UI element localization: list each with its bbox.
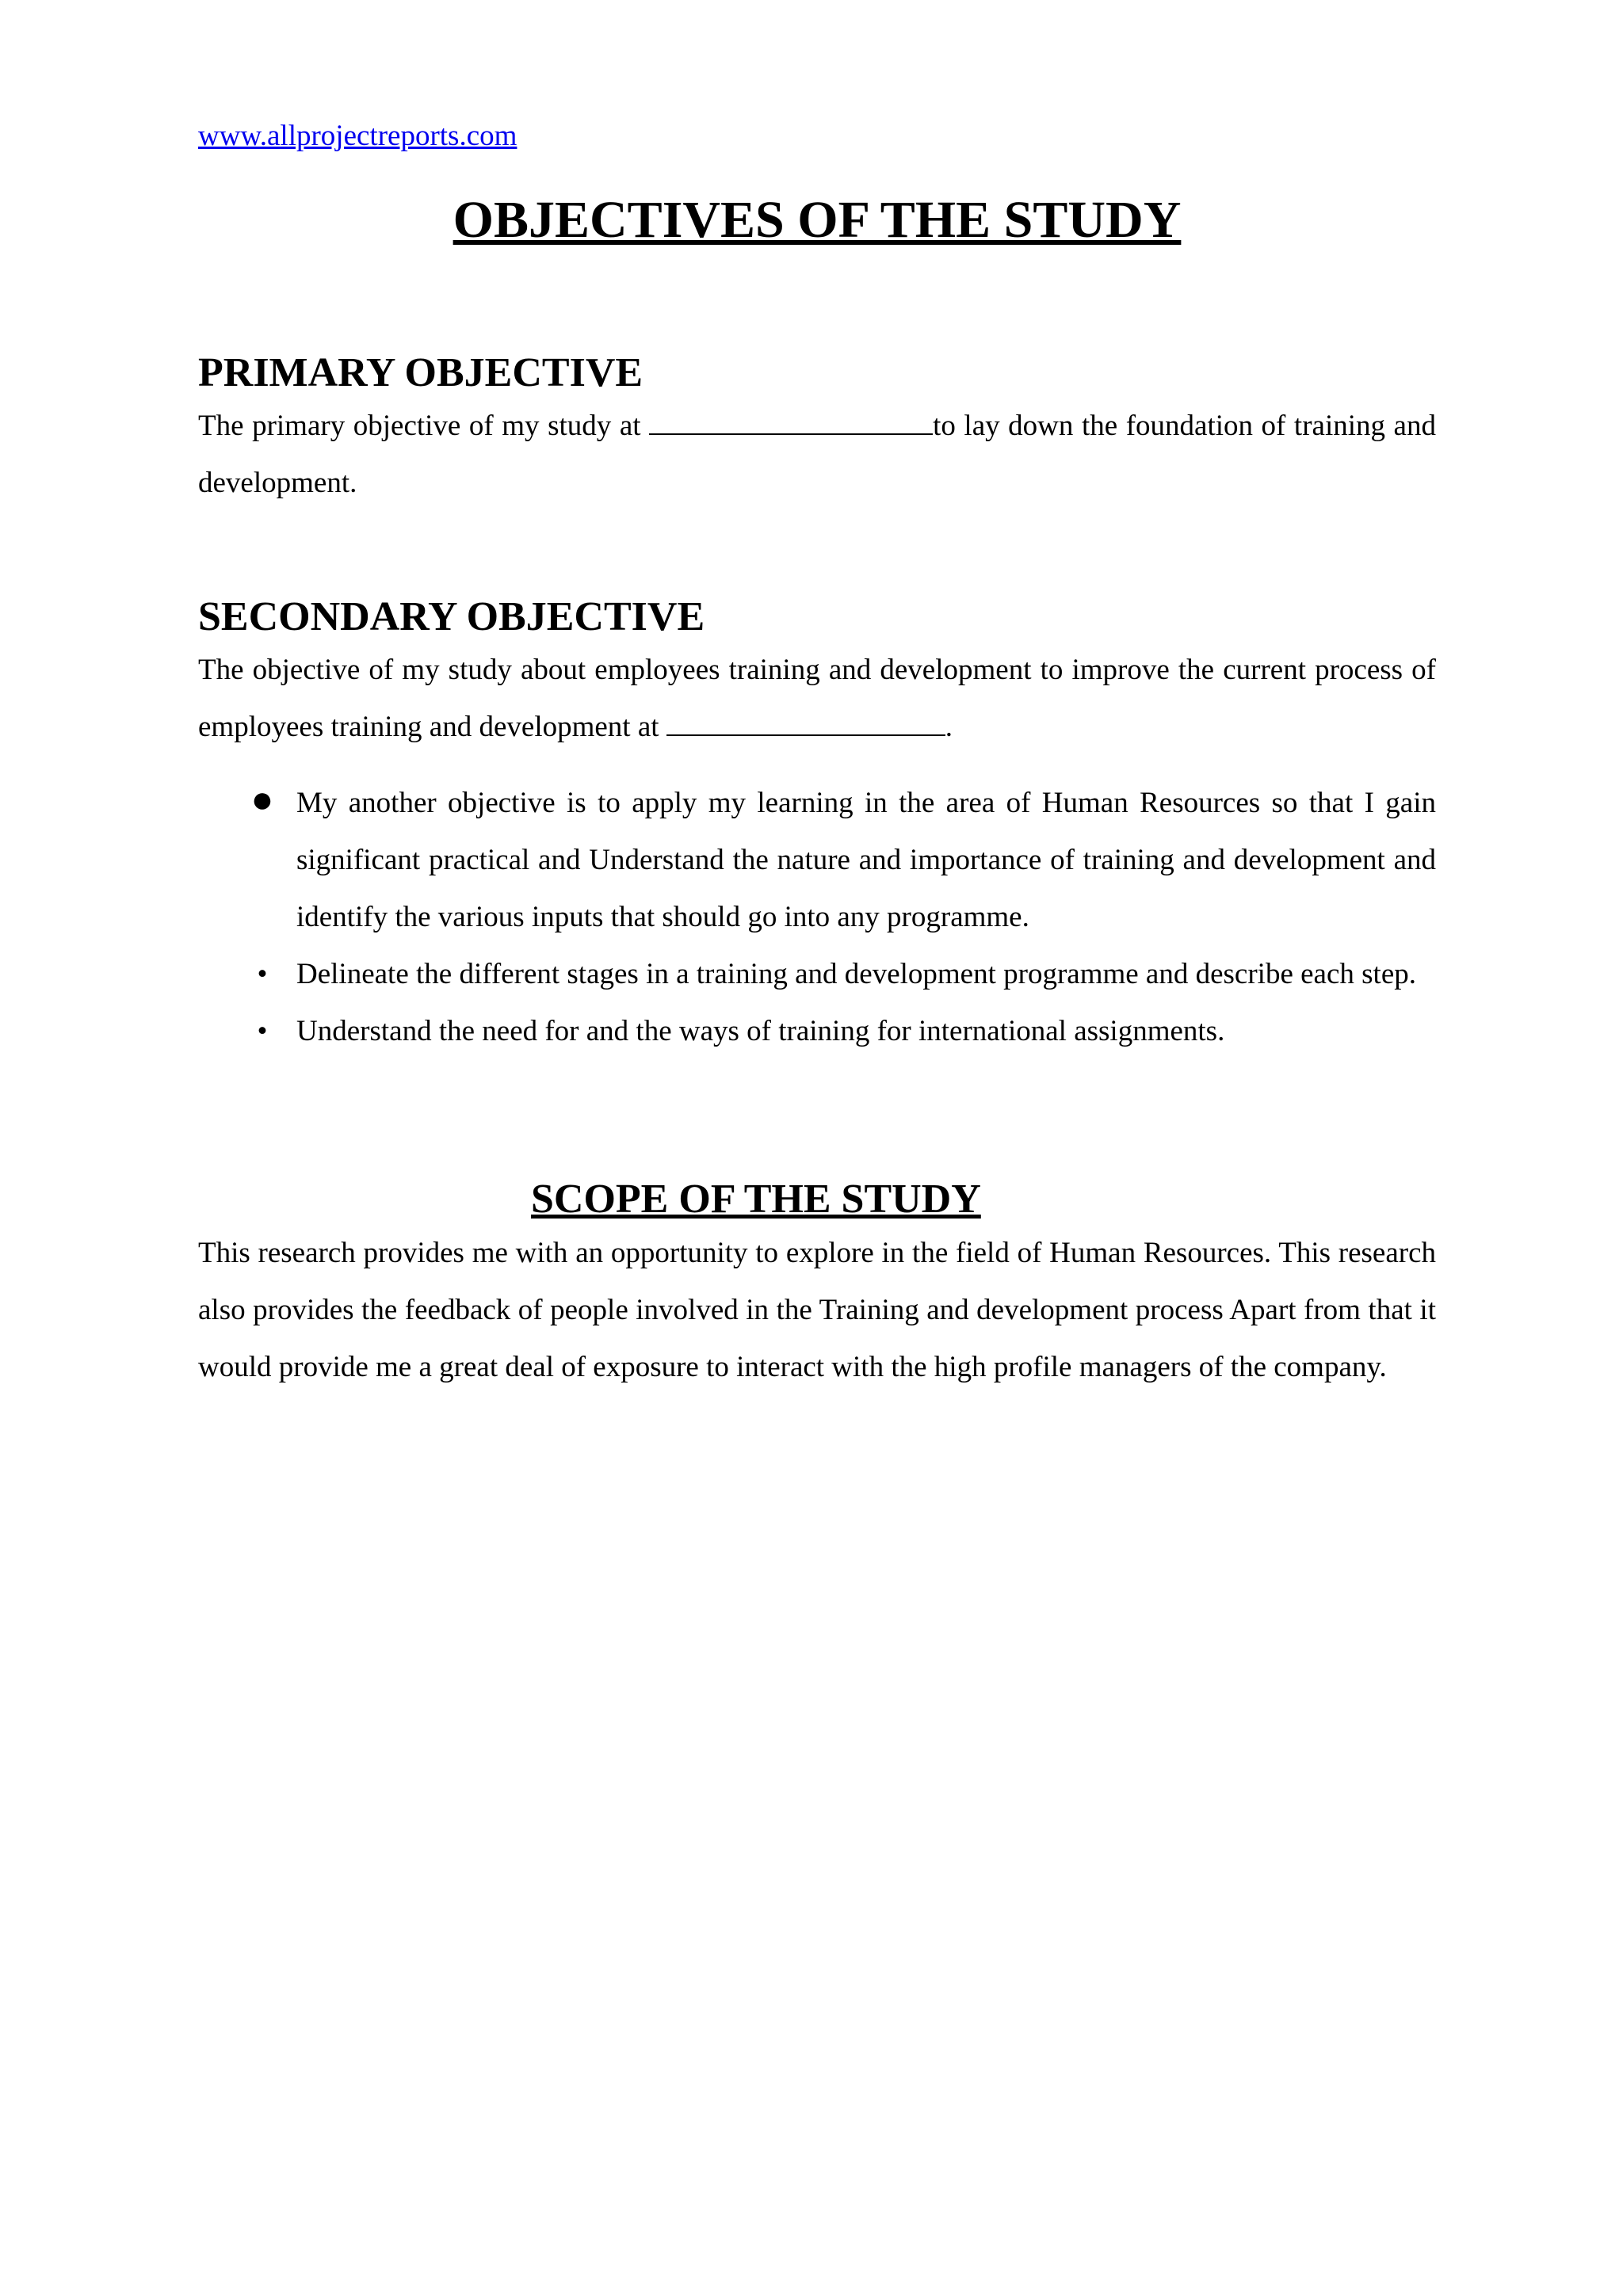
scope-heading: SCOPE OF THE STUDY [531,1177,981,1222]
site-link[interactable]: www.allprojectreports.com [198,120,517,152]
secondary-text-start: The objective of my study about employees training and development to improve the current process of employees training and development at [198,654,1436,744]
primary-objective-text [198,398,1436,512]
bullet-icon: ● [250,779,274,822]
bullet-icon: • [257,958,268,991]
list-item-text: My another objective is to apply my learning in the area of Human Resources so that I gain significant practical and Understand the nature and importance of training and development and identify the various inputs that should go into any programme. [296,787,1436,934]
primary-text-start: The primary objective of my study at [198,409,650,442]
list-item-text: Delineate the different stages in a training and development programme and describe each step. [296,958,1416,991]
fill-in-blank [666,711,945,736]
secondary-objective-heading: SECONDARY OBJECTIVE [198,593,705,639]
list-item [198,1003,1436,1060]
secondary-text-end: . [945,711,953,744]
bullet-icon: • [257,1015,268,1048]
list-item [198,775,1436,946]
list-item-text: Understand the need for and the ways of training for international assignments. [296,1015,1225,1048]
primary-text-end: to lay down the foundation of training and development. [198,409,1436,499]
page-title: OBJECTIVES OF THE STUDY [453,191,1182,250]
document-page [198,119,1436,1396]
fill-in-blank [649,410,933,435]
primary-objective-heading: PRIMARY OBJECTIVE [198,349,643,395]
scope-text: This research provides me with an opportunity to explore in the field of Human Resources. This research also provides the feedback of people involved in the Training and development process Apart from that it would provide me a great deal of exposure to interact with the high profile managers of the company. [198,1236,1436,1383]
list-item [198,946,1436,1003]
secondary-objective-text [198,642,1436,756]
objective-bullet-list [198,775,1436,1060]
